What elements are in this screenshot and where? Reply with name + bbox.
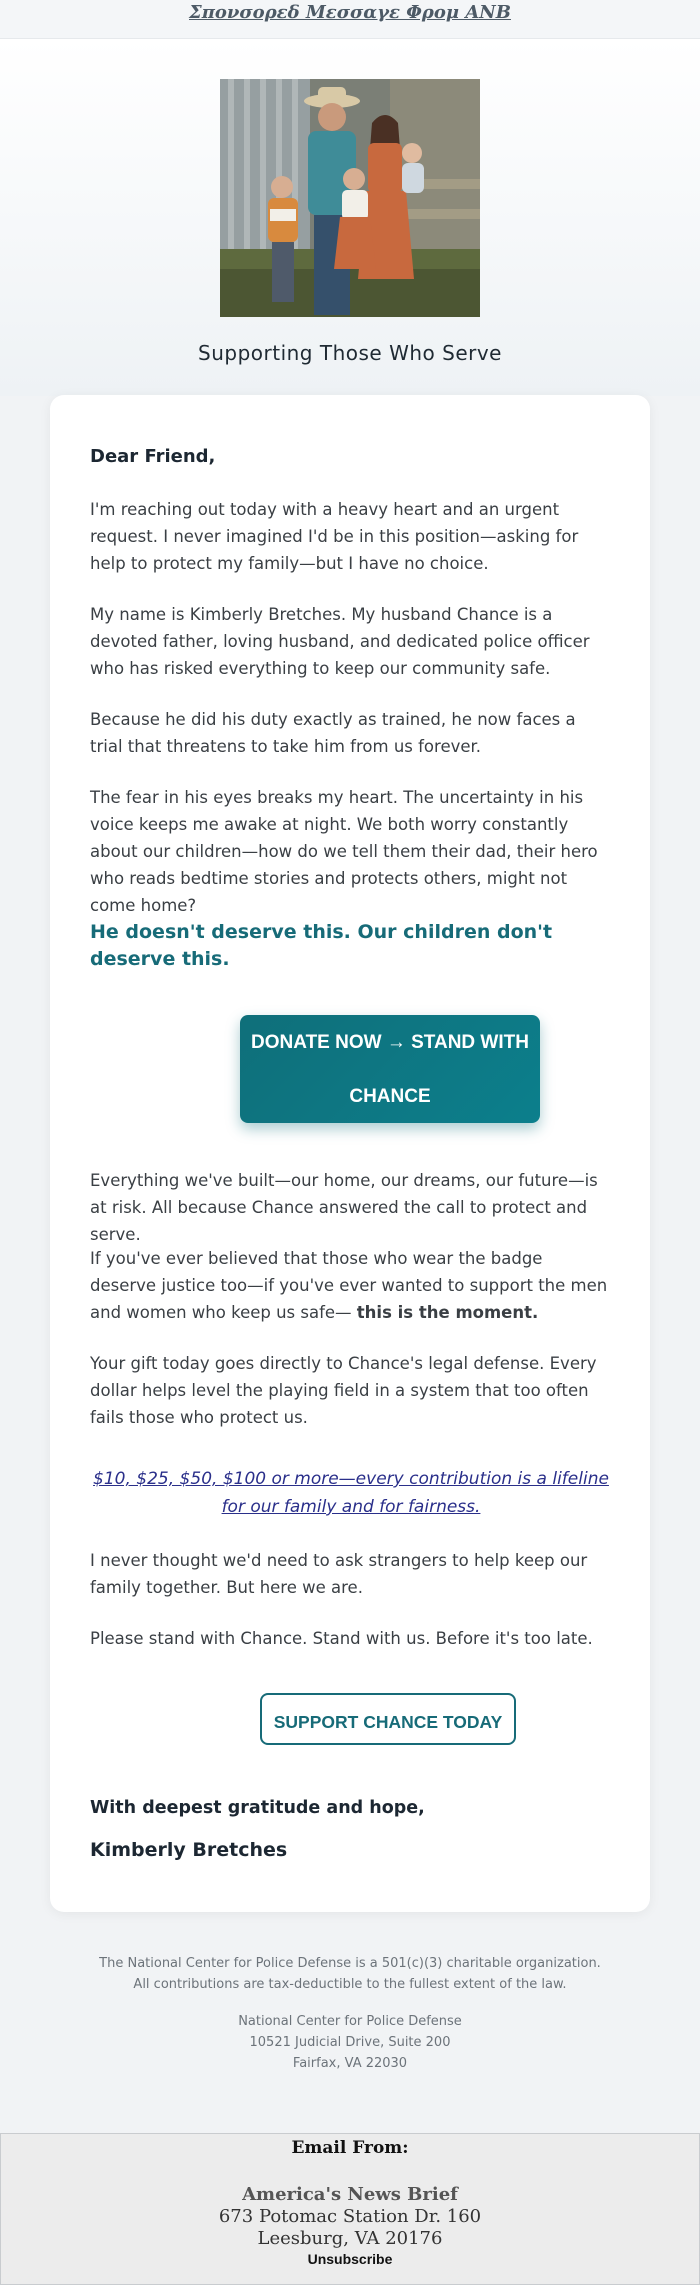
family-photo-illustration xyxy=(220,79,480,317)
paragraph-8: I never thought we'd need to ask strangers to help keep our family together. But here we are. xyxy=(90,1551,588,1597)
footer-org-name: National Center for Police Defense xyxy=(238,2014,462,2029)
hero-section xyxy=(0,39,700,396)
unsubscribe-link[interactable]: Unsubscribe xyxy=(307,2251,393,2267)
paragraph-6 xyxy=(90,1245,612,1326)
hero-title: Supporting Those Who Serve xyxy=(198,341,502,365)
donate-now-button[interactable]: DONATE NOW → STAND WITH CHANCE xyxy=(240,1015,540,1123)
sponsor-bar xyxy=(0,0,700,39)
paragraph-5: Everything we've built—our home, our dreams, our future—is at risk. All because Chance answered the call to protect and serve. xyxy=(90,1171,598,1244)
footer-address-line-1: 10521 Judicial Drive, Suite 200 xyxy=(249,2035,451,2050)
letter-card xyxy=(50,395,650,1912)
donation-amounts-link[interactable]: $10, $25, $50, $100 or more—every contribution is a lifeline for our family and for fairness. xyxy=(93,1469,609,1517)
email-from-label: Email From: xyxy=(291,2138,409,2158)
email-from-address-2: Leesburg, VA 20176 xyxy=(257,2228,443,2249)
paragraph-1: I'm reaching out today with a heavy heart and an urgent request. I never imagined I'd be in this position—asking for help to protect my family—but I have no choice. xyxy=(90,500,579,573)
support-chance-button[interactable]: SUPPORT CHANCE TODAY xyxy=(260,1693,516,1745)
email-from-org: America's News Brief xyxy=(242,2184,458,2205)
emphasis-line: He doesn't deserve this. Our children don't deserve this. xyxy=(90,921,553,970)
paragraph-7: Your gift today goes directly to Chance's legal defense. Every dollar helps level the playing field in a system that too often fails those who protect us. xyxy=(90,1354,597,1427)
paragraph-3: Because he did his duty exactly as trained, he now faces a trial that threatens to take him from us forever. xyxy=(90,710,576,756)
paragraph-6-bold: this is the moment. xyxy=(356,1303,539,1322)
signoff: With deepest gratitude and hope, xyxy=(90,1798,425,1818)
disclaimer-line-2: All contributions are tax-deductible to the fullest extent of the law. xyxy=(133,1977,567,1992)
sponsor-link[interactable]: Σπονσορεδ Μεσσαγε Φρομ ΑΝΒ xyxy=(189,2,511,23)
paragraph-2: My name is Kimberly Bretches. My husband Chance is a devoted father, loving husband, and dedicated police officer who has risked everything to keep our community safe. xyxy=(90,605,590,678)
footer-disclaimer xyxy=(0,1953,700,1995)
disclaimer-line-1: The National Center for Police Defense is a 501(c)(3) charitable organization. xyxy=(99,1956,601,1971)
footer-address-line-2: Fairfax, VA 22030 xyxy=(292,2056,408,2071)
family-photo xyxy=(220,79,480,317)
email-from-address-1: 673 Potomac Station Dr. 160 xyxy=(218,2206,482,2227)
paragraph-6-text: If you've ever believed that those who wear the badge deserve justice too—if you've ever wanted to support the men and women who keep us safe— xyxy=(90,1249,608,1322)
paragraph-9: Please stand with Chance. Stand with us. Before it's too late. xyxy=(90,1629,593,1648)
paragraph-4: The fear in his eyes breaks my heart. The uncertainty in his voice keeps me awake at night. We both worry constantly about our children—how do we tell them their dad, their hero who reads bedtime stories and protects others, might not come home? xyxy=(90,788,598,915)
greeting: Dear Friend, xyxy=(90,446,216,467)
email-from-box xyxy=(0,2133,700,2285)
signature: Kimberly Bretches xyxy=(90,1839,288,1861)
footer-address xyxy=(0,2011,700,2074)
